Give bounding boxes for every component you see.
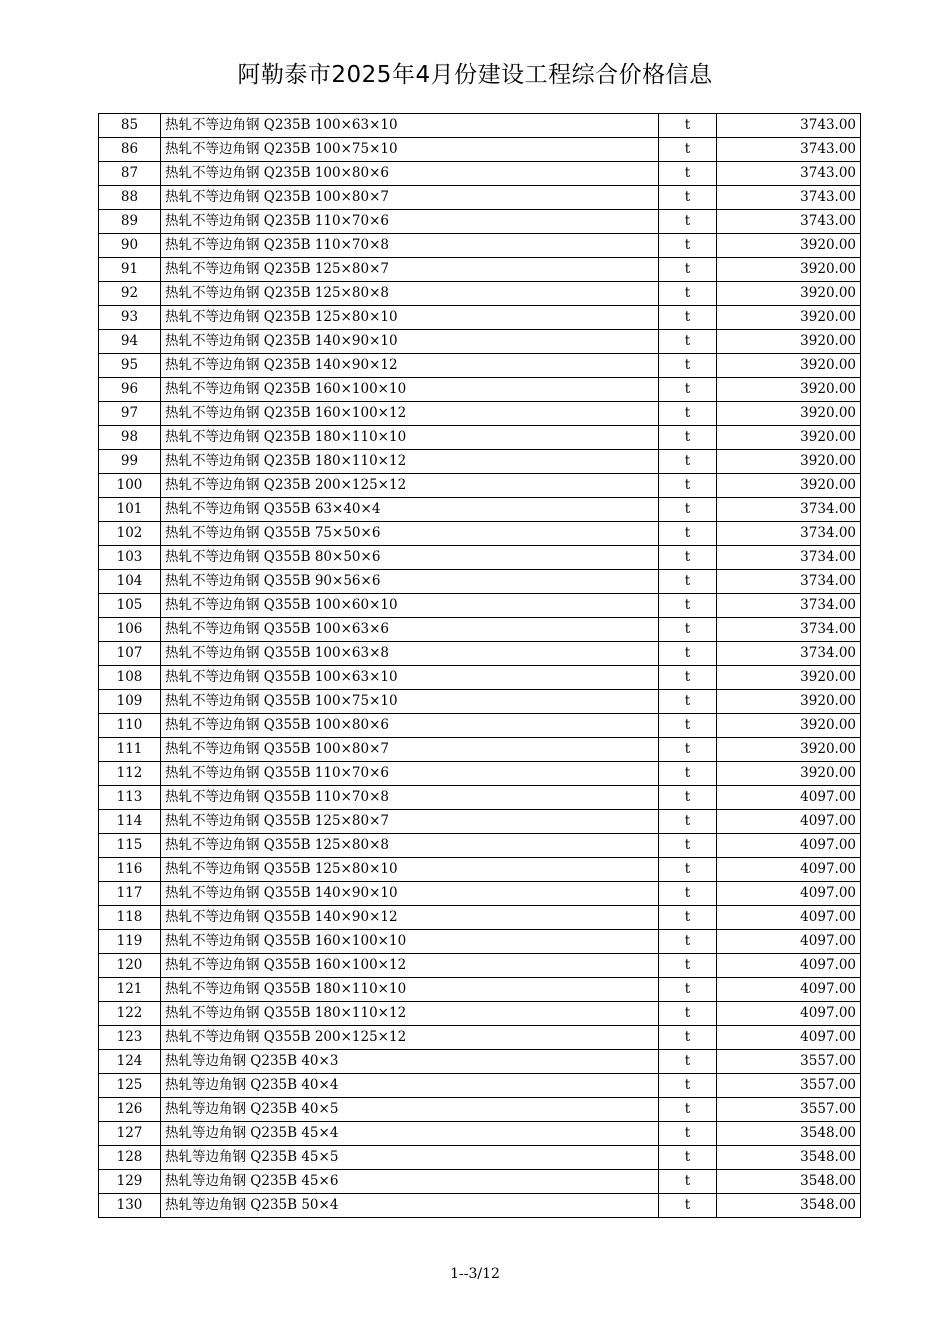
material-name-cell: 热轧等边角钢 Q235B 40×5 — [161, 1098, 659, 1122]
price-cell: 3920.00 — [717, 474, 861, 498]
table-row — [99, 402, 861, 426]
row-number-cell: 95 — [99, 354, 161, 378]
material-name-cell: 热轧不等边角钢 Q355B 180×110×12 — [161, 1002, 659, 1026]
material-name-cell: 热轧不等边角钢 Q355B 100×63×10 — [161, 666, 659, 690]
price-cell: 3920.00 — [717, 402, 861, 426]
table-row — [99, 858, 861, 882]
unit-cell: t — [659, 1002, 717, 1026]
unit-cell: t — [659, 642, 717, 666]
row-number-cell: 89 — [99, 210, 161, 234]
price-cell: 3557.00 — [717, 1050, 861, 1074]
row-number-cell: 121 — [99, 978, 161, 1002]
material-name-cell: 热轧不等边角钢 Q355B 180×110×10 — [161, 978, 659, 1002]
material-name-cell: 热轧不等边角钢 Q355B 140×90×12 — [161, 906, 659, 930]
row-number-cell: 97 — [99, 402, 161, 426]
row-number-cell: 103 — [99, 546, 161, 570]
row-number-cell: 127 — [99, 1122, 161, 1146]
unit-cell: t — [659, 522, 717, 546]
price-cell: 4097.00 — [717, 930, 861, 954]
table-row — [99, 1146, 861, 1170]
price-cell: 3920.00 — [717, 378, 861, 402]
row-number-cell: 130 — [99, 1194, 161, 1218]
row-number-cell: 106 — [99, 618, 161, 642]
material-name-cell: 热轧不等边角钢 Q355B 125×80×7 — [161, 810, 659, 834]
material-name-cell: 热轧不等边角钢 Q235B 100×75×10 — [161, 138, 659, 162]
material-name-cell: 热轧不等边角钢 Q355B 90×56×6 — [161, 570, 659, 594]
material-name-cell: 热轧等边角钢 Q235B 40×3 — [161, 1050, 659, 1074]
price-cell: 3743.00 — [717, 114, 861, 138]
material-name-cell: 热轧不等边角钢 Q235B 125×80×10 — [161, 306, 659, 330]
material-name-cell: 热轧不等边角钢 Q235B 200×125×12 — [161, 474, 659, 498]
row-number-cell: 94 — [99, 330, 161, 354]
row-number-cell: 124 — [99, 1050, 161, 1074]
unit-cell: t — [659, 306, 717, 330]
row-number-cell: 100 — [99, 474, 161, 498]
row-number-cell: 105 — [99, 594, 161, 618]
table-row — [99, 282, 861, 306]
table-row — [99, 474, 861, 498]
price-cell: 3920.00 — [717, 738, 861, 762]
table-row — [99, 690, 861, 714]
price-table — [98, 113, 861, 1218]
table-row — [99, 378, 861, 402]
unit-cell: t — [659, 714, 717, 738]
row-number-cell: 123 — [99, 1026, 161, 1050]
material-name-cell: 热轧不等边角钢 Q355B 100×63×8 — [161, 642, 659, 666]
material-name-cell: 热轧不等边角钢 Q235B 180×110×12 — [161, 450, 659, 474]
table-row — [99, 498, 861, 522]
table-row — [99, 330, 861, 354]
table-row — [99, 834, 861, 858]
table-row — [99, 618, 861, 642]
row-number-cell: 88 — [99, 186, 161, 210]
price-cell: 3548.00 — [717, 1194, 861, 1218]
material-name-cell: 热轧不等边角钢 Q355B 100×63×6 — [161, 618, 659, 642]
material-name-cell: 热轧不等边角钢 Q235B 125×80×8 — [161, 282, 659, 306]
row-number-cell: 122 — [99, 1002, 161, 1026]
material-name-cell: 热轧不等边角钢 Q235B 140×90×10 — [161, 330, 659, 354]
material-name-cell: 热轧等边角钢 Q235B 45×6 — [161, 1170, 659, 1194]
price-cell: 3920.00 — [717, 714, 861, 738]
row-number-cell: 104 — [99, 570, 161, 594]
unit-cell: t — [659, 1074, 717, 1098]
row-number-cell: 87 — [99, 162, 161, 186]
table-row — [99, 1122, 861, 1146]
unit-cell: t — [659, 498, 717, 522]
row-number-cell: 96 — [99, 378, 161, 402]
table-row — [99, 906, 861, 930]
material-name-cell: 热轧不等边角钢 Q235B 160×100×12 — [161, 402, 659, 426]
price-cell: 3920.00 — [717, 282, 861, 306]
table-row — [99, 714, 861, 738]
price-cell: 3548.00 — [717, 1170, 861, 1194]
price-cell: 4097.00 — [717, 786, 861, 810]
row-number-cell: 117 — [99, 882, 161, 906]
row-number-cell: 102 — [99, 522, 161, 546]
material-name-cell: 热轧不等边角钢 Q355B 100×60×10 — [161, 594, 659, 618]
material-name-cell: 热轧不等边角钢 Q235B 100×63×10 — [161, 114, 659, 138]
price-cell: 4097.00 — [717, 834, 861, 858]
table-row — [99, 210, 861, 234]
material-name-cell: 热轧不等边角钢 Q235B 160×100×10 — [161, 378, 659, 402]
unit-cell: t — [659, 282, 717, 306]
price-cell: 4097.00 — [717, 978, 861, 1002]
table-row — [99, 546, 861, 570]
unit-cell: t — [659, 666, 717, 690]
unit-cell: t — [659, 906, 717, 930]
unit-cell: t — [659, 882, 717, 906]
price-cell: 3743.00 — [717, 162, 861, 186]
unit-cell: t — [659, 450, 717, 474]
price-cell: 3920.00 — [717, 306, 861, 330]
unit-cell: t — [659, 930, 717, 954]
table-row — [99, 1098, 861, 1122]
row-number-cell: 91 — [99, 258, 161, 282]
table-row — [99, 1074, 861, 1098]
unit-cell: t — [659, 978, 717, 1002]
row-number-cell: 92 — [99, 282, 161, 306]
table-row — [99, 306, 861, 330]
table-row — [99, 114, 861, 138]
material-name-cell: 热轧不等边角钢 Q355B 110×70×6 — [161, 762, 659, 786]
table-row — [99, 762, 861, 786]
material-name-cell: 热轧不等边角钢 Q355B 160×100×10 — [161, 930, 659, 954]
material-name-cell: 热轧不等边角钢 Q235B 110×70×6 — [161, 210, 659, 234]
table-row — [99, 234, 861, 258]
row-number-cell: 125 — [99, 1074, 161, 1098]
price-cell: 4097.00 — [717, 882, 861, 906]
material-name-cell: 热轧不等边角钢 Q235B 140×90×12 — [161, 354, 659, 378]
price-cell: 3743.00 — [717, 186, 861, 210]
price-cell: 3920.00 — [717, 690, 861, 714]
price-cell: 3734.00 — [717, 642, 861, 666]
table-row — [99, 1194, 861, 1218]
row-number-cell: 86 — [99, 138, 161, 162]
material-name-cell: 热轧不等边角钢 Q355B 140×90×10 — [161, 882, 659, 906]
price-cell: 3743.00 — [717, 210, 861, 234]
price-cell: 4097.00 — [717, 954, 861, 978]
row-number-cell: 119 — [99, 930, 161, 954]
unit-cell: t — [659, 210, 717, 234]
row-number-cell: 85 — [99, 114, 161, 138]
unit-cell: t — [659, 162, 717, 186]
price-cell: 3734.00 — [717, 522, 861, 546]
row-number-cell: 110 — [99, 714, 161, 738]
material-name-cell: 热轧等边角钢 Q235B 40×4 — [161, 1074, 659, 1098]
page-number: 1--3/12 — [450, 1266, 500, 1282]
unit-cell: t — [659, 834, 717, 858]
row-number-cell: 107 — [99, 642, 161, 666]
material-name-cell: 热轧不等边角钢 Q235B 100×80×6 — [161, 162, 659, 186]
unit-cell: t — [659, 114, 717, 138]
material-name-cell: 热轧不等边角钢 Q355B 110×70×8 — [161, 786, 659, 810]
price-cell: 3734.00 — [717, 546, 861, 570]
unit-cell: t — [659, 234, 717, 258]
material-name-cell: 热轧不等边角钢 Q355B 200×125×12 — [161, 1026, 659, 1050]
price-cell: 4097.00 — [717, 810, 861, 834]
table-row — [99, 810, 861, 834]
unit-cell: t — [659, 570, 717, 594]
row-number-cell: 128 — [99, 1146, 161, 1170]
unit-cell: t — [659, 402, 717, 426]
page-title: 阿勒泰市2025年4月份建设工程综合价格信息 — [237, 62, 713, 88]
unit-cell: t — [659, 618, 717, 642]
table-row — [99, 570, 861, 594]
unit-cell: t — [659, 138, 717, 162]
row-number-cell: 113 — [99, 786, 161, 810]
table-row — [99, 138, 861, 162]
row-number-cell: 90 — [99, 234, 161, 258]
table-row — [99, 666, 861, 690]
row-number-cell: 118 — [99, 906, 161, 930]
material-name-cell: 热轧不等边角钢 Q235B 180×110×10 — [161, 426, 659, 450]
material-name-cell: 热轧等边角钢 Q235B 45×5 — [161, 1146, 659, 1170]
price-cell: 3743.00 — [717, 138, 861, 162]
material-name-cell: 热轧等边角钢 Q235B 50×4 — [161, 1194, 659, 1218]
unit-cell: t — [659, 1194, 717, 1218]
material-name-cell: 热轧不等边角钢 Q355B 100×75×10 — [161, 690, 659, 714]
table-row — [99, 642, 861, 666]
material-name-cell: 热轧不等边角钢 Q235B 125×80×7 — [161, 258, 659, 282]
price-table-body — [99, 114, 861, 1218]
unit-cell: t — [659, 594, 717, 618]
table-row — [99, 882, 861, 906]
unit-cell: t — [659, 258, 717, 282]
table-row — [99, 594, 861, 618]
price-cell: 3557.00 — [717, 1074, 861, 1098]
unit-cell: t — [659, 426, 717, 450]
table-row — [99, 258, 861, 282]
material-name-cell: 热轧不等边角钢 Q235B 110×70×8 — [161, 234, 659, 258]
unit-cell: t — [659, 1098, 717, 1122]
unit-cell: t — [659, 378, 717, 402]
price-cell: 3920.00 — [717, 354, 861, 378]
row-number-cell: 120 — [99, 954, 161, 978]
price-cell: 3734.00 — [717, 570, 861, 594]
price-cell: 3548.00 — [717, 1122, 861, 1146]
price-cell: 3920.00 — [717, 666, 861, 690]
row-number-cell: 99 — [99, 450, 161, 474]
row-number-cell: 109 — [99, 690, 161, 714]
price-cell: 4097.00 — [717, 1002, 861, 1026]
table-row — [99, 1026, 861, 1050]
row-number-cell: 93 — [99, 306, 161, 330]
material-name-cell: 热轧不等边角钢 Q355B 80×50×6 — [161, 546, 659, 570]
table-row — [99, 1002, 861, 1026]
material-name-cell: 热轧不等边角钢 Q355B 125×80×8 — [161, 834, 659, 858]
unit-cell: t — [659, 1122, 717, 1146]
price-cell: 3920.00 — [717, 450, 861, 474]
material-name-cell: 热轧不等边角钢 Q355B 75×50×6 — [161, 522, 659, 546]
table-row — [99, 186, 861, 210]
unit-cell: t — [659, 738, 717, 762]
table-row — [99, 1050, 861, 1074]
table-row — [99, 450, 861, 474]
material-name-cell: 热轧不等边角钢 Q355B 125×80×10 — [161, 858, 659, 882]
material-name-cell: 热轧不等边角钢 Q355B 100×80×6 — [161, 714, 659, 738]
row-number-cell: 111 — [99, 738, 161, 762]
unit-cell: t — [659, 690, 717, 714]
price-cell: 3734.00 — [717, 594, 861, 618]
price-cell: 3557.00 — [717, 1098, 861, 1122]
table-row — [99, 522, 861, 546]
row-number-cell: 114 — [99, 810, 161, 834]
table-row — [99, 786, 861, 810]
table-row — [99, 930, 861, 954]
table-row — [99, 162, 861, 186]
row-number-cell: 108 — [99, 666, 161, 690]
row-number-cell: 129 — [99, 1170, 161, 1194]
price-cell: 3920.00 — [717, 426, 861, 450]
table-row — [99, 426, 861, 450]
unit-cell: t — [659, 954, 717, 978]
unit-cell: t — [659, 474, 717, 498]
price-cell: 3548.00 — [717, 1146, 861, 1170]
price-cell: 3920.00 — [717, 330, 861, 354]
material-name-cell: 热轧等边角钢 Q235B 45×4 — [161, 1122, 659, 1146]
unit-cell: t — [659, 762, 717, 786]
row-number-cell: 126 — [99, 1098, 161, 1122]
row-number-cell: 101 — [99, 498, 161, 522]
material-name-cell: 热轧不等边角钢 Q355B 160×100×12 — [161, 954, 659, 978]
table-row — [99, 354, 861, 378]
unit-cell: t — [659, 354, 717, 378]
table-row — [99, 978, 861, 1002]
unit-cell: t — [659, 786, 717, 810]
table-row — [99, 954, 861, 978]
price-cell: 3734.00 — [717, 498, 861, 522]
price-cell: 4097.00 — [717, 1026, 861, 1050]
price-cell: 3734.00 — [717, 618, 861, 642]
row-number-cell: 116 — [99, 858, 161, 882]
unit-cell: t — [659, 186, 717, 210]
row-number-cell: 112 — [99, 762, 161, 786]
unit-cell: t — [659, 1146, 717, 1170]
table-row — [99, 1170, 861, 1194]
row-number-cell: 98 — [99, 426, 161, 450]
unit-cell: t — [659, 1170, 717, 1194]
row-number-cell: 115 — [99, 834, 161, 858]
price-cell: 3920.00 — [717, 258, 861, 282]
unit-cell: t — [659, 810, 717, 834]
material-name-cell: 热轧不等边角钢 Q355B 63×40×4 — [161, 498, 659, 522]
price-cell: 3920.00 — [717, 234, 861, 258]
price-cell: 3920.00 — [717, 762, 861, 786]
unit-cell: t — [659, 1050, 717, 1074]
unit-cell: t — [659, 546, 717, 570]
material-name-cell: 热轧不等边角钢 Q355B 100×80×7 — [161, 738, 659, 762]
price-cell: 4097.00 — [717, 858, 861, 882]
price-cell: 4097.00 — [717, 906, 861, 930]
table-row — [99, 738, 861, 762]
material-name-cell: 热轧不等边角钢 Q235B 100×80×7 — [161, 186, 659, 210]
unit-cell: t — [659, 858, 717, 882]
unit-cell: t — [659, 1026, 717, 1050]
unit-cell: t — [659, 330, 717, 354]
